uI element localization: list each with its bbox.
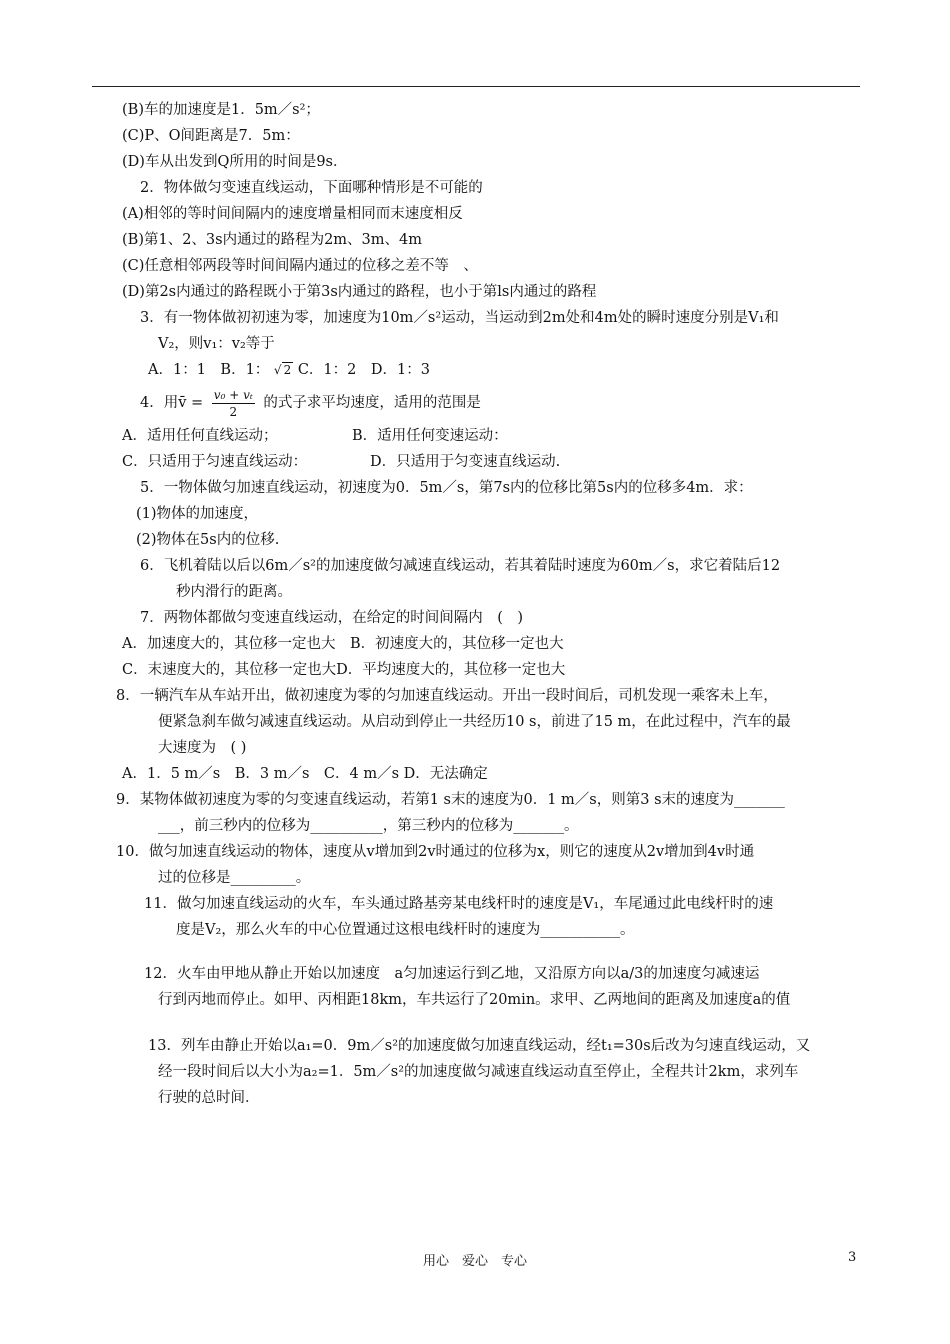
q5-stem: 5．一物体做匀加速直线运动，初速度为0．5m／s，第7s内的位移比第5s内的位移多4m．求： xyxy=(140,480,753,496)
q6-line-1: 6．飞机着陆以后以6m／s²的加速度做匀减速直线运动，若其着陆时速度为60m／s，求它着陆后12 xyxy=(140,558,781,574)
q1-option-d: (D)车从出发到Q所用的时间是9s． xyxy=(122,154,348,170)
q12-line-2: 行到丙地而停止。如甲、丙相距18km，车共运行了20min。求甲、乙两地间的距离及加速度a的值 xyxy=(158,992,791,1008)
q10-line-1: 10．做匀加速直线运动的物体，速度从v增加到2v时通过的位移为x，则它的速度从2v增加到4v时通 xyxy=(116,844,755,860)
fraction-denominator: 2 xyxy=(229,404,238,419)
q5-part-2: (2)物体在5s内的位移. xyxy=(136,532,280,548)
q3-line-1: 3．有一物体做初初速为零，加速度为10m／s²运动，当运动到2m处和4m处的瞬时速度分别是V₁和 xyxy=(140,310,779,326)
q2-option-a: (A)相邻的等时间间隔内的速度增量相同而末速度相反 xyxy=(122,206,463,222)
q11-line-2: 度是V₂，那么火车的中心位置通过这根电线杆时的速度为___________。 xyxy=(176,922,635,938)
q7-stem: 7．两物体都做匀变速直线运动，在给定的时间间隔内 ( ) xyxy=(140,610,524,626)
sqrt-icon: √ 2 xyxy=(273,363,292,377)
q8-options: A．1．5 m／s B．3 m／s C．4 m／s D．无法确定 xyxy=(122,766,488,782)
q4-stem-pre: 4．用v̄ = xyxy=(140,395,204,411)
q4-option-a: A．适用任何直线运动； xyxy=(122,428,278,444)
q2-stem: 2．物体做匀变速直线运动，下面哪种情形是不可能的 xyxy=(140,180,483,196)
q9-line-1: 9．某物体做初速度为零的匀变速直线运动，若第1 s末的速度为0．1 m／s，则第3 s末的速度为_______ xyxy=(116,792,785,808)
q13-line-2: 经一段时间后以大小为a₂=1．5m／s²的加速度做匀减速直线运动直至停止，全程共计2km，求列车 xyxy=(158,1064,799,1080)
q1-option-b: (B)车的加速度是1．5m／s²； xyxy=(122,102,320,118)
header-rule xyxy=(92,86,860,87)
q8-line-1: 8．一辆汽车从车站开出，做初速度为零的匀加速直线运动。开出一段时间后，司机发现一乘客未上车， xyxy=(116,688,778,704)
q11-line-1: 11．做匀加速直线运动的火车，车头通过路基旁某电线杆时的速度是V₁，车尾通过此电线杆时的速 xyxy=(144,896,774,912)
q3-options-pre: A．1：1 B．1： xyxy=(148,362,270,378)
footer-motto: 用心 爱心 专心 xyxy=(422,1254,527,1269)
q13-line-1: 13．列车由静止开始以a₁=0．9m／s²的加速度做匀加速直线运动，经t₁=30s后改为匀速直线运动，又 xyxy=(148,1038,811,1054)
q6-line-2: 秒内滑行的距离。 xyxy=(176,584,292,600)
q10-line-2: 过的位移是_________。 xyxy=(158,870,311,886)
q8-line-2: 便紧急刹车做匀减速直线运动。从启动到停止一共经历10 s，前进了15 m，在此过程中，汽车的最 xyxy=(158,714,791,730)
q9-line-2: ___，前三秒内的位移为__________，第三秒内的位移为_______。 xyxy=(158,818,579,834)
q7-options-cd: C．末速度大的，其位移一定也大D．平均速度大的，其位移一定也大 xyxy=(122,662,566,678)
q13-line-3: 行驶的总时间． xyxy=(158,1090,260,1106)
q1-option-c: (C)P、O间距离是7．5m： xyxy=(122,128,300,144)
page-number: 3 xyxy=(848,1250,857,1265)
q4-stem-post: 的式子求平均速度，适用的范围是 xyxy=(263,395,481,411)
q3-options xyxy=(148,360,430,380)
q3-options-post: C．1：2 D．1：3 xyxy=(297,362,430,378)
q2-option-c: (C)任意相邻两段等时间间隔内通过的位移之差不等 、 xyxy=(122,258,478,274)
q5-part-1: (1)物体的加速度， xyxy=(136,506,259,522)
sqrt-radicand: 2 xyxy=(283,363,292,377)
q2-option-d: (D)第2s内通过的路程既小于第3s内通过的路程，也小于第ls内通过的路程 xyxy=(122,284,597,300)
q3-line-2: V₂，则v₁：v₂等于 xyxy=(158,336,275,352)
q4-option-d: D．只适用于匀变速直线运动. xyxy=(370,454,561,470)
q8-line-3: 大速度为 ( ) xyxy=(158,740,247,756)
q4-option-b: B．适用任何变速运动： xyxy=(352,428,508,444)
q2-option-b: (B)第1、2、3s内通过的路程为2m、3m、4m xyxy=(122,232,423,248)
mean-velocity-fraction xyxy=(212,387,255,420)
q4-stem xyxy=(140,386,481,420)
q4-option-c: C．只适用于匀速直线运动： xyxy=(122,454,308,470)
fraction-numerator: v₀ + vₜ xyxy=(213,387,253,402)
q7-options-ab: A．加速度大的，其位移一定也大 B．初速度大的，其位移一定也大 xyxy=(122,636,564,652)
q12-line-1: 12．火车由甲地从静止开始以加速度 a匀加速运行到乙地，又沿原方向以a/3的加速度匀减速运 xyxy=(144,966,760,982)
